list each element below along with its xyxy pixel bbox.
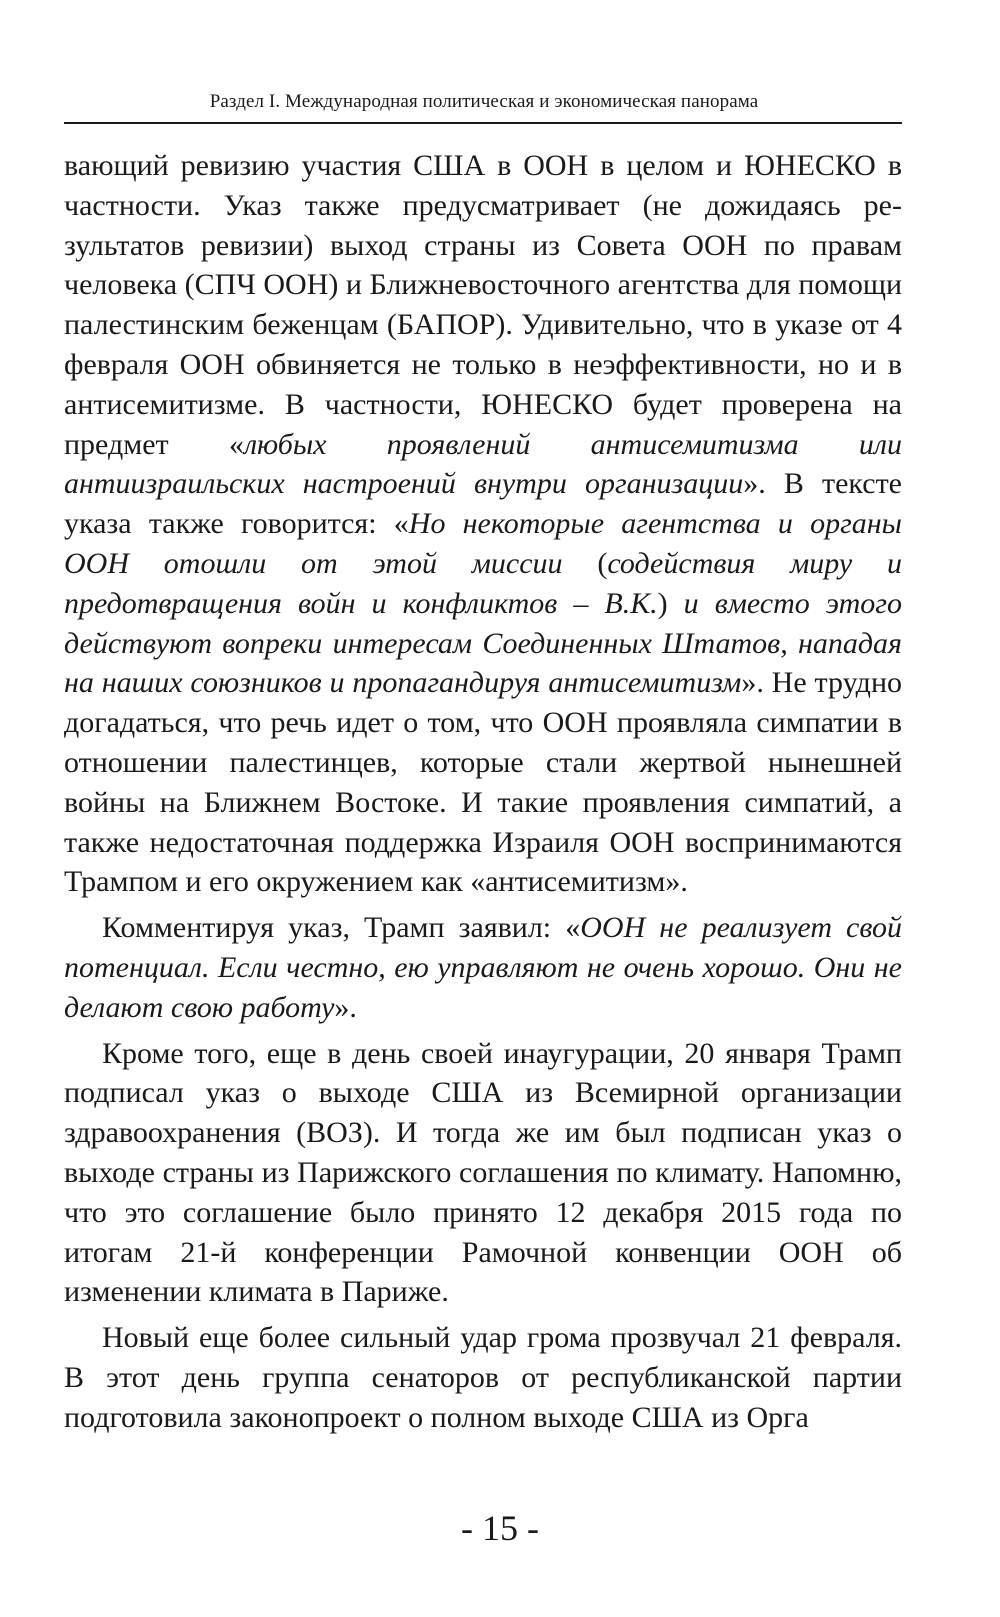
running-header: Раздел I. Международная политическая и экономическая панорама (209, 91, 759, 112)
italic-quote-text: Но некоторые агентства и органы ООН отошли от этой миссии (64, 507, 902, 580)
italic-quote-text: и вместо этого действуют вопреки интересам Соединенных Штатов, нападая на наших союзников и пропагандируя антисемитизм (64, 586, 902, 700)
text-run: ) (657, 586, 684, 620)
text-run: ». (334, 990, 357, 1024)
text-run: ( (562, 546, 608, 580)
text-run: ». Не трудно догадаться, что речь идет о том, что ООН проявляла симпатии в отношении палестинцев, которые стали жертвой нынешней войны на Ближнем Востоке. И такие проявления симпатий, а также недостаточная поддержка Израиля ООН воспринимаются Трампом и его окружением как «антисемитизм». (64, 666, 902, 899)
text-run: Новый еще более сильный удар грома прозвучал 21 февраля. В этот день группа сенаторов от республиканской партии подготовила законопроект о полном выходе США из Орга (64, 1321, 902, 1434)
italic-quote-text: ООН не реализует свой потенциал. Если честно, ею управляют не очень хорошо. Они не делают свою работу (64, 911, 902, 1024)
header-rule (64, 122, 902, 124)
text-run: Кроме того, еще в день своей инаугурации, 20 января Трамп подписал указ о выходе США из Всемирной организации здравоохранения (ВОЗ). И тогда же им был подписан указ о выходе страны из Парижского соглашения по климату. Напомню, что это соглашение было принято 12 декабря 2015 года по итогам 21-й конференции Рамочной конвенции ООН об изменении климата в Париже. (64, 1036, 902, 1309)
italic-quote-text: содействия миру и предотвращения войн и конфликтов – В.К. (64, 546, 902, 620)
paragraph (64, 908, 902, 1027)
page-number: - 15 - (461, 1508, 539, 1548)
italic-quote-text: любых проявлений антисемитизма или антиизраильских настроений внутри организации (64, 427, 902, 501)
body-text (64, 146, 902, 1438)
paragraph (64, 1318, 902, 1437)
paragraph (64, 146, 902, 902)
paragraph (64, 1034, 902, 1313)
text-run: вающий ревизию участия США в ООН в целом и ЮНЕСКО в частности. Указ также предусматривает (не дожидаясь результатов ревизии) выход страны из Совета ООН по правам человека (СПЧ ООН) и Ближневосточного агентства для помощи палестинским беженцам (БАПОР). Удивительно, что в указе от 4 февраля ООН обвиняется не только в неэффективности, но и в антисемитизме. В частности, ЮНЕСКО будет проверена на предмет « (64, 149, 902, 461)
text-run: ». В тексте указа также говорится: « (64, 467, 902, 541)
text-run: Комментируя указ, Трамп заявил: « (102, 911, 581, 945)
